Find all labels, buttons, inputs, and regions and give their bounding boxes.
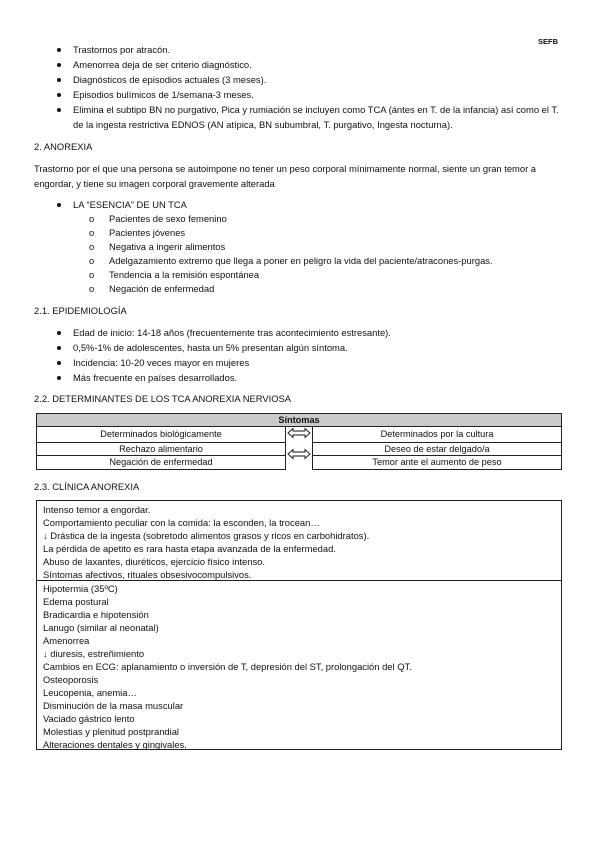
- double-arrow-icon: [286, 442, 312, 466]
- list-item: Cambios en ECG: aplanamiento o inversión de T, depresión del ST, prolongación del QT.: [43, 661, 412, 672]
- page-header-code: SEFB: [537, 37, 558, 46]
- section-heading-clinica: 2.3. CLÍNICA ANOREXIA: [34, 481, 140, 492]
- list-item: Trastornos por atracón.: [73, 44, 171, 55]
- bullet-icon: [57, 78, 61, 82]
- list-item: Vaciado gástrico lento: [43, 713, 135, 724]
- list-item: Osteoporosis: [43, 674, 99, 685]
- section-heading-epidemiologia: 2.1. EPIDEMIOLOGÍA: [34, 305, 127, 316]
- circle-bullet-icon: o: [89, 255, 95, 266]
- list-item: Pacientes de sexo femenino: [109, 213, 227, 224]
- list-item: Bradicardia e hipotensión: [43, 609, 149, 620]
- list-item: Tendencia a la remisión espontánea: [109, 269, 260, 280]
- table-cell-right: Determinados por la cultura: [313, 427, 562, 443]
- clinica-box-physical: [36, 580, 562, 750]
- section-heading-determinantes: 2.2. DETERMINANTES DE LOS TCA ANOREXIA NERVIOSA: [34, 393, 292, 404]
- intro-paragraph-line: engordar, y tiene su imagen corporal gravemente alterada: [34, 178, 275, 189]
- list-item: ↓ Drástica de la ingesta (sobretodo alimentos grasos y ricos en carbohidratos).: [43, 530, 370, 541]
- arrow-cell: [286, 427, 313, 443]
- table-cell-left: Determinados biológicamente: [37, 427, 286, 443]
- list-item: Episodios bulímicos de 1/semana-3 meses.: [73, 89, 254, 100]
- list-item: Negación de enfermedad: [109, 283, 215, 294]
- double-arrow-icon: [286, 427, 312, 439]
- intro-paragraph-line: Trastorno por el que una persona se autoimpone no tener un peso corporal mínimamente normal, siente un gran temor a: [34, 163, 537, 174]
- list-item: Intenso temor a engordar.: [43, 504, 151, 515]
- table-cell-right: Temor ante el aumento de peso: [313, 456, 562, 470]
- bullet-icon: [57, 108, 61, 112]
- table-cell-left: Rechazo alimentario: [37, 442, 286, 456]
- circle-bullet-icon: o: [89, 213, 95, 224]
- clinica-box-behavioral: [36, 500, 562, 581]
- section-heading-anorexia: 2. ANOREXIA: [34, 141, 93, 152]
- circle-bullet-icon: o: [89, 269, 95, 280]
- arrow-cell: [286, 442, 313, 469]
- list-item: Negativa a ingerir alimentos: [109, 241, 226, 252]
- bullet-icon: [57, 361, 61, 365]
- list-item: Amenorrea deja de ser criterio diagnóstico.: [73, 59, 252, 70]
- list-item: Amenorrea: [43, 635, 90, 646]
- table-header-cell: Síntomas: [37, 414, 562, 427]
- circle-bullet-icon: o: [89, 241, 95, 252]
- list-item: 0,5%-1% de adolescentes, hasta un 5% presentan algún síntoma.: [73, 342, 348, 353]
- list-item: Disminución de la masa muscular: [43, 700, 184, 711]
- list-item: Edema postural: [43, 596, 109, 607]
- list-item: Molestias y plenitud postprandial: [43, 726, 180, 737]
- table-row: [37, 427, 562, 443]
- circle-bullet-icon: o: [89, 227, 95, 238]
- list-item: Elimina el subtipo BN no purgativo, Pica y rumiación se incluyen como TCA (ántes en T. de la infancia) así como el T.: [73, 104, 559, 115]
- list-item: Lanugo (similar al neonatal): [43, 622, 159, 633]
- list-item: Más frecuente en países desarrollados.: [73, 372, 238, 383]
- list-item: Abuso de laxantes, diuréticos, ejercicio físico intenso.: [43, 556, 265, 567]
- bullet-icon: [57, 376, 61, 380]
- list-item: La pérdida de apetito es rara hasta etapa avanzada de la enfermedad.: [43, 543, 336, 554]
- list-item: Hipotermia (35ºC): [43, 583, 118, 594]
- bullet-icon: [57, 331, 61, 335]
- list-item: Leucopenia, anemia…: [43, 687, 137, 698]
- circle-bullet-icon: o: [89, 283, 95, 294]
- bullet-icon: [57, 93, 61, 97]
- table-header-row: [37, 414, 562, 427]
- bullet-icon: [57, 48, 61, 52]
- list-item: Adelgazamiento extremo que llega a poner en peligro la vida del paciente/atracones-purgas.: [109, 255, 493, 266]
- table-cell-left: Negación de enfermedad: [37, 456, 286, 470]
- list-item: Incidencia: 10-20 veces mayor en mujeres: [73, 357, 250, 368]
- esencia-label: LA “ESENCIA” DE UN TCA: [73, 199, 187, 210]
- list-item: Diagnósticos de episodios actuales (3 meses).: [73, 74, 267, 85]
- table-cell-right: Deseo de estar delgado/a: [313, 442, 562, 456]
- bullet-icon: [57, 203, 61, 207]
- symptoms-table: [36, 413, 562, 470]
- bullet-icon: [57, 346, 61, 350]
- list-item: Comportamiento peculiar con la comida: la esconden, la trocean…: [43, 517, 320, 528]
- list-item: Síntomas afectivos, rituales obsesivocompulsivos.: [43, 569, 252, 580]
- list-item: Alteraciones dentales y gingivales.: [43, 739, 187, 750]
- bullet-icon: [57, 63, 61, 67]
- table-row: [37, 442, 562, 456]
- list-item-continuation: de la ingesta restrictiva EDNOS (AN atípica, BN subumbral, T. purgativo, Ingesta nocturna).: [73, 119, 453, 130]
- list-item: Pacientes jóvenes: [109, 227, 186, 238]
- list-item: Edad de inicio: 14-18 años (frecuentemente tras acontecimiento estresante).: [73, 327, 391, 338]
- list-item: ↓ diuresis, estreñimiento: [43, 648, 145, 659]
